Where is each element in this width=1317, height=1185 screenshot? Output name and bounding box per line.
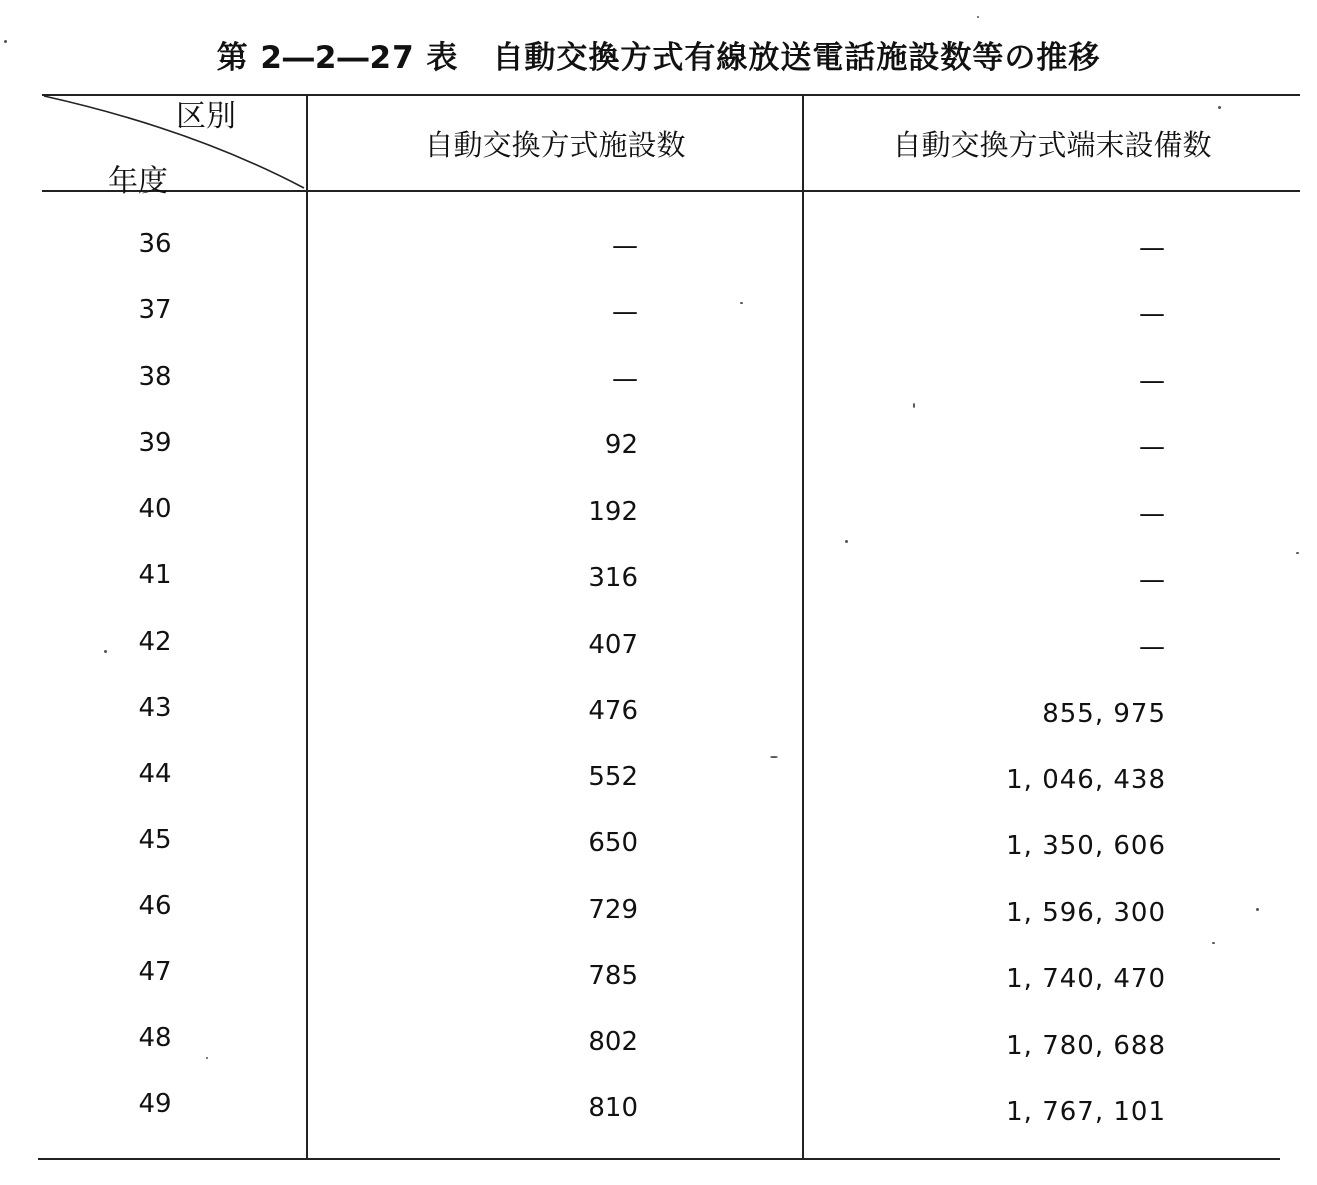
terminals-cell: 855, 975 <box>1042 699 1166 729</box>
scan-speck <box>1218 106 1221 109</box>
year-cell: 42 <box>138 627 172 657</box>
year-cell: 41 <box>138 560 172 590</box>
year-cell: 48 <box>138 1023 172 1053</box>
scan-speck <box>4 40 7 43</box>
scan-speck <box>104 650 107 653</box>
year-cell: 44 <box>138 759 172 789</box>
terminals-cell: 1, 596, 300 <box>1006 898 1166 928</box>
facilities-cell: 810 <box>588 1093 638 1123</box>
facilities-cell: 650 <box>588 828 638 858</box>
header-corner-diagonal <box>42 94 308 192</box>
table-title <box>0 32 1317 77</box>
column-divider-1 <box>306 94 308 1158</box>
facilities-cell: 729 <box>588 895 638 925</box>
facilities-cell: 476 <box>588 696 638 726</box>
facilities-cell: 785 <box>588 961 638 991</box>
table-number: 第 2―2―27 表 <box>216 40 459 76</box>
year-cell: 38 <box>138 362 172 392</box>
column-header-facilities: 自動交換方式施設数 <box>424 128 686 162</box>
terminals-cell: — <box>1139 233 1166 263</box>
terminals-cell: — <box>1139 565 1166 595</box>
terminals-cell: — <box>1139 499 1166 529</box>
year-cell: 46 <box>138 891 172 921</box>
facilities-cell: 316 <box>588 563 638 593</box>
facilities-cell: — <box>612 364 638 394</box>
year-cell: 39 <box>138 428 172 458</box>
terminals-cell: — <box>1139 632 1166 662</box>
terminals-cell: — <box>1139 366 1166 396</box>
terminals-cell: 1, 350, 606 <box>1006 831 1166 861</box>
scan-speck <box>206 1057 208 1059</box>
facilities-cell: 192 <box>588 497 638 527</box>
scan-speck <box>770 756 778 758</box>
scan-speck <box>1256 908 1259 911</box>
year-cell: 40 <box>138 494 172 524</box>
terminals-cell: — <box>1139 432 1166 462</box>
year-cell: 47 <box>138 957 172 987</box>
terminals-cell: 1, 767, 101 <box>1006 1097 1166 1127</box>
facilities-cell: 552 <box>588 762 638 792</box>
year-cell: 43 <box>138 693 172 723</box>
facilities-cell: 802 <box>588 1027 638 1057</box>
terminals-cell: — <box>1139 299 1166 329</box>
year-cell: 37 <box>138 295 172 325</box>
year-cell: 49 <box>138 1089 172 1119</box>
facilities-cell: — <box>612 297 638 327</box>
terminals-cell: 1, 740, 470 <box>1006 964 1166 994</box>
corner-label-fiscal-year: 年度 <box>108 164 168 199</box>
terminals-cell: 1, 780, 688 <box>1006 1031 1166 1061</box>
scan-speck <box>1212 942 1215 944</box>
scan-speck <box>913 403 915 408</box>
bottom-rule <box>38 1158 1280 1160</box>
scan-speck <box>1296 552 1299 554</box>
table-caption: 自動交換方式有線放送電話施設数等の推移 <box>492 40 1101 76</box>
facilities-cell: 92 <box>604 430 638 460</box>
scan-speck <box>977 16 979 18</box>
facilities-cell: 407 <box>588 630 638 660</box>
year-cell: 36 <box>138 229 172 259</box>
facilities-cell: — <box>612 231 638 261</box>
scan-speck <box>845 540 848 543</box>
terminals-cell: 1, 046, 438 <box>1006 765 1166 795</box>
year-cell: 45 <box>138 825 172 855</box>
column-header-terminals: 自動交換方式端末設備数 <box>892 128 1212 162</box>
corner-label-category: 区別 <box>176 99 236 134</box>
column-divider-2 <box>802 94 804 1158</box>
scan-speck <box>740 302 743 304</box>
